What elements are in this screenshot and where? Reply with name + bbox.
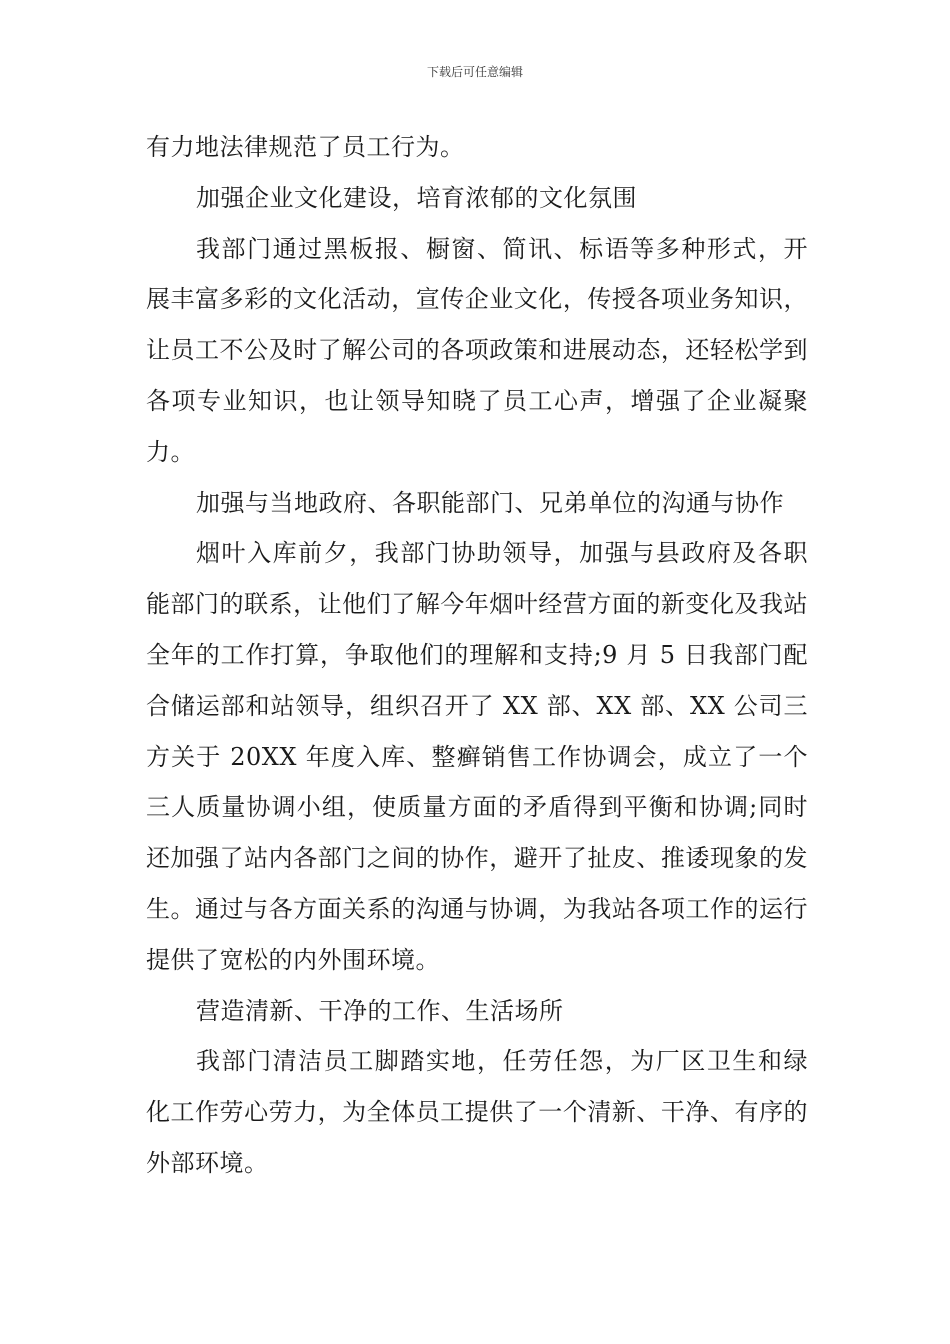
page-header: 下载后可任意编辑 — [426, 65, 523, 79]
paragraph-1: 有力地法律规范了员工行为。 — [146, 133, 465, 161]
paragraph-environment: 我部门清洁员工脚踏实地，任劳任怨，为厂区卫生和绿化工作劳心劳力，为全体员工提供了一个清新、干净、有序的外部环境。 — [146, 1047, 808, 1177]
section-heading-culture: 加强企业文化建设，培育浓郁的文化氛围 — [196, 183, 637, 212]
paragraph-culture: 我部门通过黑板报、橱窗、简讯、标语等多种形式，开展丰富多彩的文化活动，宣传企业文化，传授各项业务知识，让员工不公及时了解公司的各项政策和进展动态，还轻松学到各项专业知识，也让领导知晓了员工心声，增强了企业凝聚力。 — [146, 234, 808, 466]
section-heading-communication: 加强与当地政府、各职能部门、兄弟单位的沟通与协作 — [196, 488, 784, 517]
section-heading-environment: 营造清新、干净的工作、生活场所 — [196, 996, 564, 1025]
paragraph-communication: 烟叶入库前夕，我部门协助领导，加强与县政府及各职能部门的联系，让他们了解今年烟叶经营方面的新变化及我站全年的工作打算，争取他们的理解和支持;9 月 5 日我部门配合储运部和站领导，组织召开了 XX 部、XX 部、XX 公司三方关于 20XX 年度入库、整癣销售工作协调会，成立了一个三人质量协调小组，使质量方面的矛盾得到平衡和协调;同时还加强了站内各部门之间的协作，避开了扯皮、推诿现象的发生。通过与各方面关系的沟通与协调，为我站各项工作的运行提供了宽松的内外围环境。 — [146, 539, 808, 974]
document-body — [146, 122, 808, 1189]
